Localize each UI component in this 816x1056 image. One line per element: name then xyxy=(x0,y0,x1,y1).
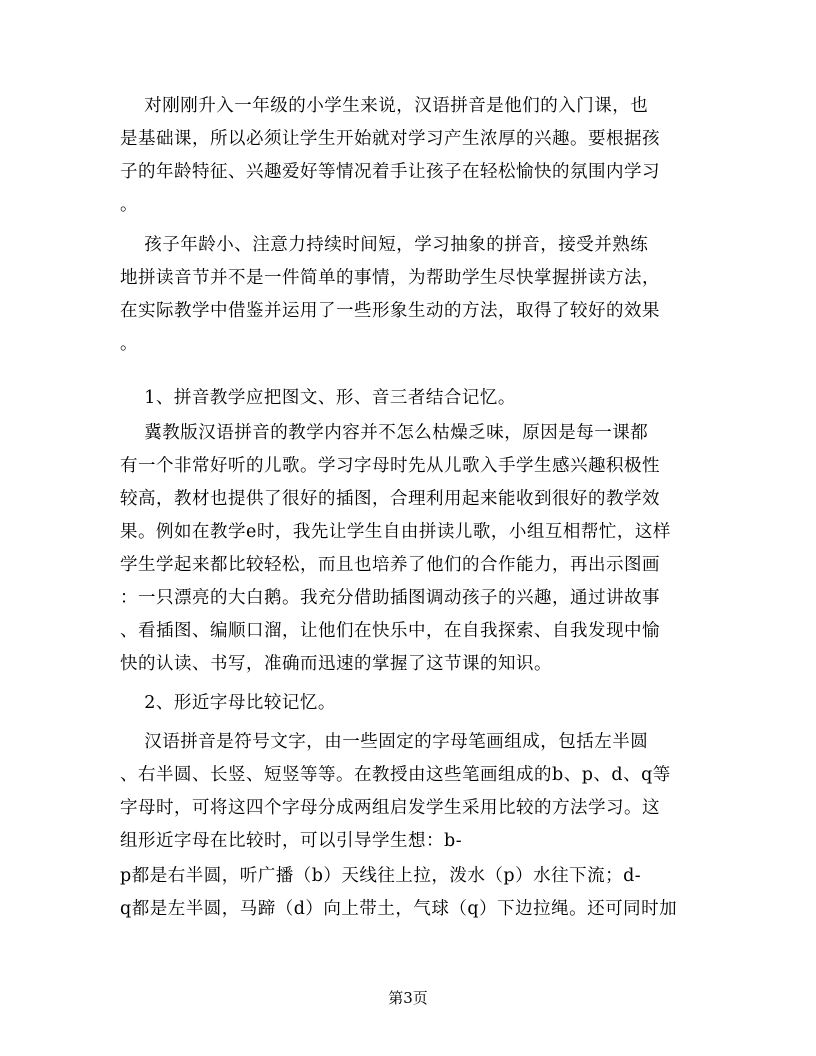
text-line: 学生学起来都比较轻松，而且也培养了他们的合作能力，再出示图画 xyxy=(120,555,660,575)
section-heading: 2、形近字母比较记忆。 xyxy=(120,693,336,713)
text-line: 是基础课，所以必须让学生开始就对学习产生浓厚的兴趣。要根据孩 xyxy=(120,129,660,149)
text-line: 子的年龄特征、兴趣爱好等情况着手让孩子在轻松愉快的氛围内学习 xyxy=(120,162,660,182)
text-line: 较高，教材也提供了很好的插图，合理利用起来能收到很好的教学效 xyxy=(120,489,660,509)
page-number: 第3页 xyxy=(388,989,428,1007)
text-line: 字母时，可将这四个字母分成两组启发学生采用比较的方法学习。这 xyxy=(120,798,660,818)
text-line: 果。例如在教学e时，我先让学生自由拼读儿歌，小组互相帮忙，这样 xyxy=(120,522,671,542)
section-heading: 1、拼音教学应把图文、形、音三者结合记忆。 xyxy=(120,388,516,408)
text-line: 组形近字母在比较时，可以引导学生想：b- xyxy=(120,831,463,851)
text-line: 。 xyxy=(120,334,138,354)
text-line: 、看插图、编顺口溜，让他们在快乐中，在自我探索、自我发现中愉 xyxy=(120,621,660,641)
text-line: 孩子年龄小、注意力持续时间短，学习抽象的拼音，接受并熟练 xyxy=(120,235,649,255)
text-line: 、右半圆、长竖、短竖等等。在教授由这些笔画组成的b、p、d、q等 xyxy=(120,765,671,785)
text-line: p都是右半圆，听广播（b）天线往上拉，泼水（p）水往下流；d- xyxy=(120,866,642,886)
text-line: ：一只漂亮的大白鹅。我充分借助插图调动孩子的兴趣，通过讲故事 xyxy=(120,588,660,608)
text-line: 对刚刚升入一年级的小学生来说，汉语拼音是他们的入门课，也 xyxy=(120,96,649,116)
text-line: 。 xyxy=(120,195,138,215)
text-line: 冀教版汉语拼音的教学内容并不怎么枯燥乏味，原因是每一课都 xyxy=(120,423,649,443)
text-line: 汉语拼音是符号文字，由一些固定的字母笔画组成，包括左半圆 xyxy=(120,732,649,752)
text-line: q都是左半圆，马蹄（d）向上带土，气球（q）下边拉绳。还可同时加 xyxy=(120,899,678,919)
text-line: 快的认读、书写，准确而迅速的掌握了这节课的知识。 xyxy=(120,654,552,674)
text-line: 地拼读音节并不是一件简单的事情，为帮助学生尽快掌握拼读方法， xyxy=(120,268,660,288)
text-line: 在实际教学中借鉴并运用了一些形象生动的方法，取得了较好的效果 xyxy=(120,301,660,321)
text-line: 有一个非常好听的儿歌。学习字母时先从儿歌入手学生感兴趣积极性 xyxy=(120,456,660,476)
